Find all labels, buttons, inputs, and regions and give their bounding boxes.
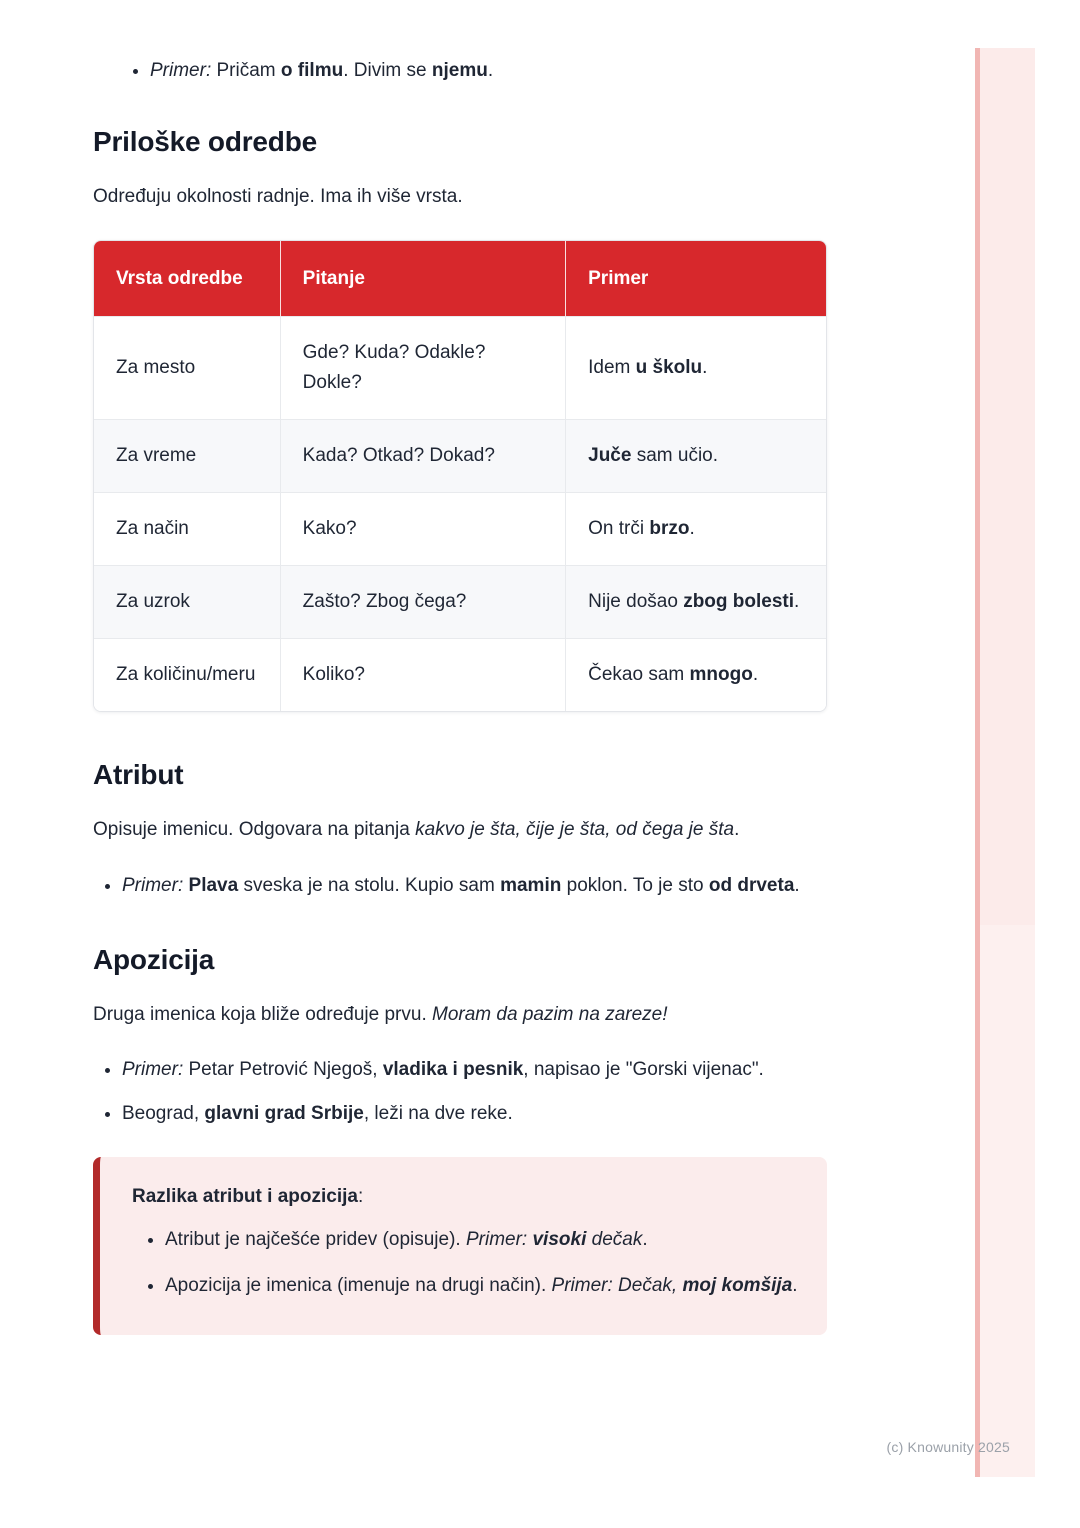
text-segment: Beograd, bbox=[122, 1103, 205, 1124]
italic-segment: Moram da pazim na zareze! bbox=[432, 1004, 668, 1025]
table-header-primer: Primer bbox=[566, 241, 826, 316]
cell-pitanje: Koliko? bbox=[281, 638, 566, 711]
italic-segment: dečak bbox=[586, 1229, 643, 1250]
primer-label: Primer: bbox=[150, 60, 212, 81]
bold-segment: mnogo bbox=[689, 664, 753, 685]
text-segment: , leži na dve reke. bbox=[363, 1103, 513, 1124]
table-row bbox=[94, 492, 826, 565]
bold-segment: vladika i pesnik bbox=[382, 1059, 524, 1080]
section-title-atribut: Atribut bbox=[93, 759, 184, 790]
section-title-priloske-odredbe: Priloške odredbe bbox=[93, 126, 317, 157]
table-header-vrsta: Vrsta odredbe bbox=[94, 241, 281, 316]
priloske-intro: Određuju okolnosti radnje. Ima ih više vrsta. bbox=[93, 186, 463, 207]
cell-pitanje: Kada? Otkad? Dokad? bbox=[281, 419, 566, 492]
bold-segment: Razlika atribut i apozicija bbox=[132, 1186, 358, 1207]
bold-segment: mamin bbox=[500, 875, 562, 896]
text-segment: Petar Petrović Njegoš, bbox=[183, 1059, 383, 1080]
stripe-top-segment bbox=[980, 48, 1035, 925]
text-segment: On trči bbox=[588, 518, 650, 539]
text-segment: Nije došao bbox=[588, 591, 684, 612]
odredbe-table-grid bbox=[94, 241, 826, 711]
primer-label: Primer: bbox=[465, 1229, 533, 1250]
text-segment: Čekao sam bbox=[588, 664, 690, 685]
side-accent-stripe bbox=[975, 48, 1035, 1477]
cell-primer bbox=[566, 565, 826, 638]
apozicija-example-list bbox=[93, 1055, 801, 1129]
text-segment: . bbox=[752, 664, 759, 685]
text-segment: . bbox=[642, 1229, 648, 1250]
text-segment: Opisuje imenicu. Odgovara na pitanja bbox=[93, 819, 416, 840]
bold-segment: Plava bbox=[188, 875, 239, 896]
section-title-apozicija: Apozicija bbox=[93, 944, 215, 975]
cell-primer bbox=[566, 638, 826, 711]
bold-segment: o filmu bbox=[280, 60, 344, 81]
cell-vrsta: Za količinu/meru bbox=[94, 638, 281, 711]
bold-segment: Juče bbox=[588, 445, 632, 466]
bold-italic-segment: moj komšija bbox=[682, 1275, 793, 1296]
copyright-footer: (c) Knowunity 2025 bbox=[886, 1439, 1010, 1455]
atribut-intro bbox=[93, 815, 830, 845]
atribut-example-list bbox=[93, 871, 801, 901]
primer-label: Primer: Dečak, bbox=[551, 1275, 683, 1296]
cell-pitanje: Kako? bbox=[281, 492, 566, 565]
list-item bbox=[165, 1271, 799, 1301]
list-item bbox=[150, 56, 830, 85]
text-segment: . bbox=[794, 875, 800, 896]
text-segment: . bbox=[702, 357, 708, 378]
bold-segment: brzo bbox=[649, 518, 690, 539]
text-segment: : bbox=[357, 1186, 364, 1207]
bold-segment: od drveta bbox=[708, 875, 795, 896]
primer-label: Primer: bbox=[122, 1059, 184, 1080]
intro-example-list bbox=[93, 56, 830, 85]
table-row bbox=[94, 316, 826, 419]
text-segment: Atribut je najčešće pridev (opisuje). bbox=[165, 1229, 466, 1250]
odredbe-table bbox=[93, 240, 827, 712]
table-row bbox=[94, 419, 826, 492]
bold-segment: zbog bolesti bbox=[683, 591, 795, 612]
table-row bbox=[94, 565, 826, 638]
text-segment: Idem bbox=[588, 357, 636, 378]
cell-vrsta: Za mesto bbox=[94, 316, 281, 419]
text-segment: Pričam bbox=[211, 60, 281, 81]
bold-segment: glavni grad Srbije bbox=[204, 1103, 364, 1124]
table-row bbox=[94, 638, 826, 711]
bold-segment: u školu bbox=[635, 357, 703, 378]
table-header-row bbox=[94, 241, 826, 316]
apozicija-intro bbox=[93, 1000, 830, 1030]
text-segment: . bbox=[487, 60, 494, 81]
text-segment: Druga imenica koja bliže određuje prvu. bbox=[93, 1004, 433, 1025]
text-segment: Apozicija je imenica (imenuje na drugi način). bbox=[165, 1275, 552, 1296]
text-segment: . bbox=[794, 591, 800, 612]
stripe-bottom-segment bbox=[980, 925, 1035, 1477]
text-segment: sveska je na stolu. Kupio sam bbox=[238, 875, 501, 896]
cell-pitanje: Gde? Kuda? Odakle? Dokle? bbox=[281, 316, 566, 419]
bold-italic-segment: visoki bbox=[532, 1229, 587, 1250]
text-segment: . Divim se bbox=[343, 60, 432, 81]
cell-primer bbox=[566, 316, 826, 419]
list-item bbox=[165, 1225, 799, 1255]
difference-callout bbox=[93, 1157, 827, 1335]
primer-label: Primer: bbox=[122, 875, 184, 896]
bold-segment: njemu bbox=[431, 60, 488, 81]
text-segment: . bbox=[734, 819, 740, 840]
text-segment: poklon. To je sto bbox=[561, 875, 709, 896]
cell-vrsta: Za uzrok bbox=[94, 565, 281, 638]
cell-primer bbox=[566, 419, 826, 492]
cell-pitanje: Zašto? Zbog čega? bbox=[281, 565, 566, 638]
cell-vrsta: Za vreme bbox=[94, 419, 281, 492]
list-item bbox=[122, 871, 801, 901]
callout-title bbox=[132, 1183, 799, 1211]
cell-vrsta: Za način bbox=[94, 492, 281, 565]
italic-segment: kakvo je šta, čije je šta, od čega je šta bbox=[415, 819, 735, 840]
table-header-pitanje: Pitanje bbox=[281, 241, 566, 316]
callout-list bbox=[132, 1225, 799, 1301]
list-item bbox=[122, 1099, 801, 1129]
text-segment: . bbox=[792, 1275, 798, 1296]
text-segment: , napisao je "Gorski vijenac". bbox=[523, 1059, 764, 1080]
text-segment: . bbox=[689, 518, 695, 539]
cell-primer bbox=[566, 492, 826, 565]
list-item bbox=[122, 1055, 801, 1085]
text-segment: sam učio. bbox=[631, 445, 719, 466]
